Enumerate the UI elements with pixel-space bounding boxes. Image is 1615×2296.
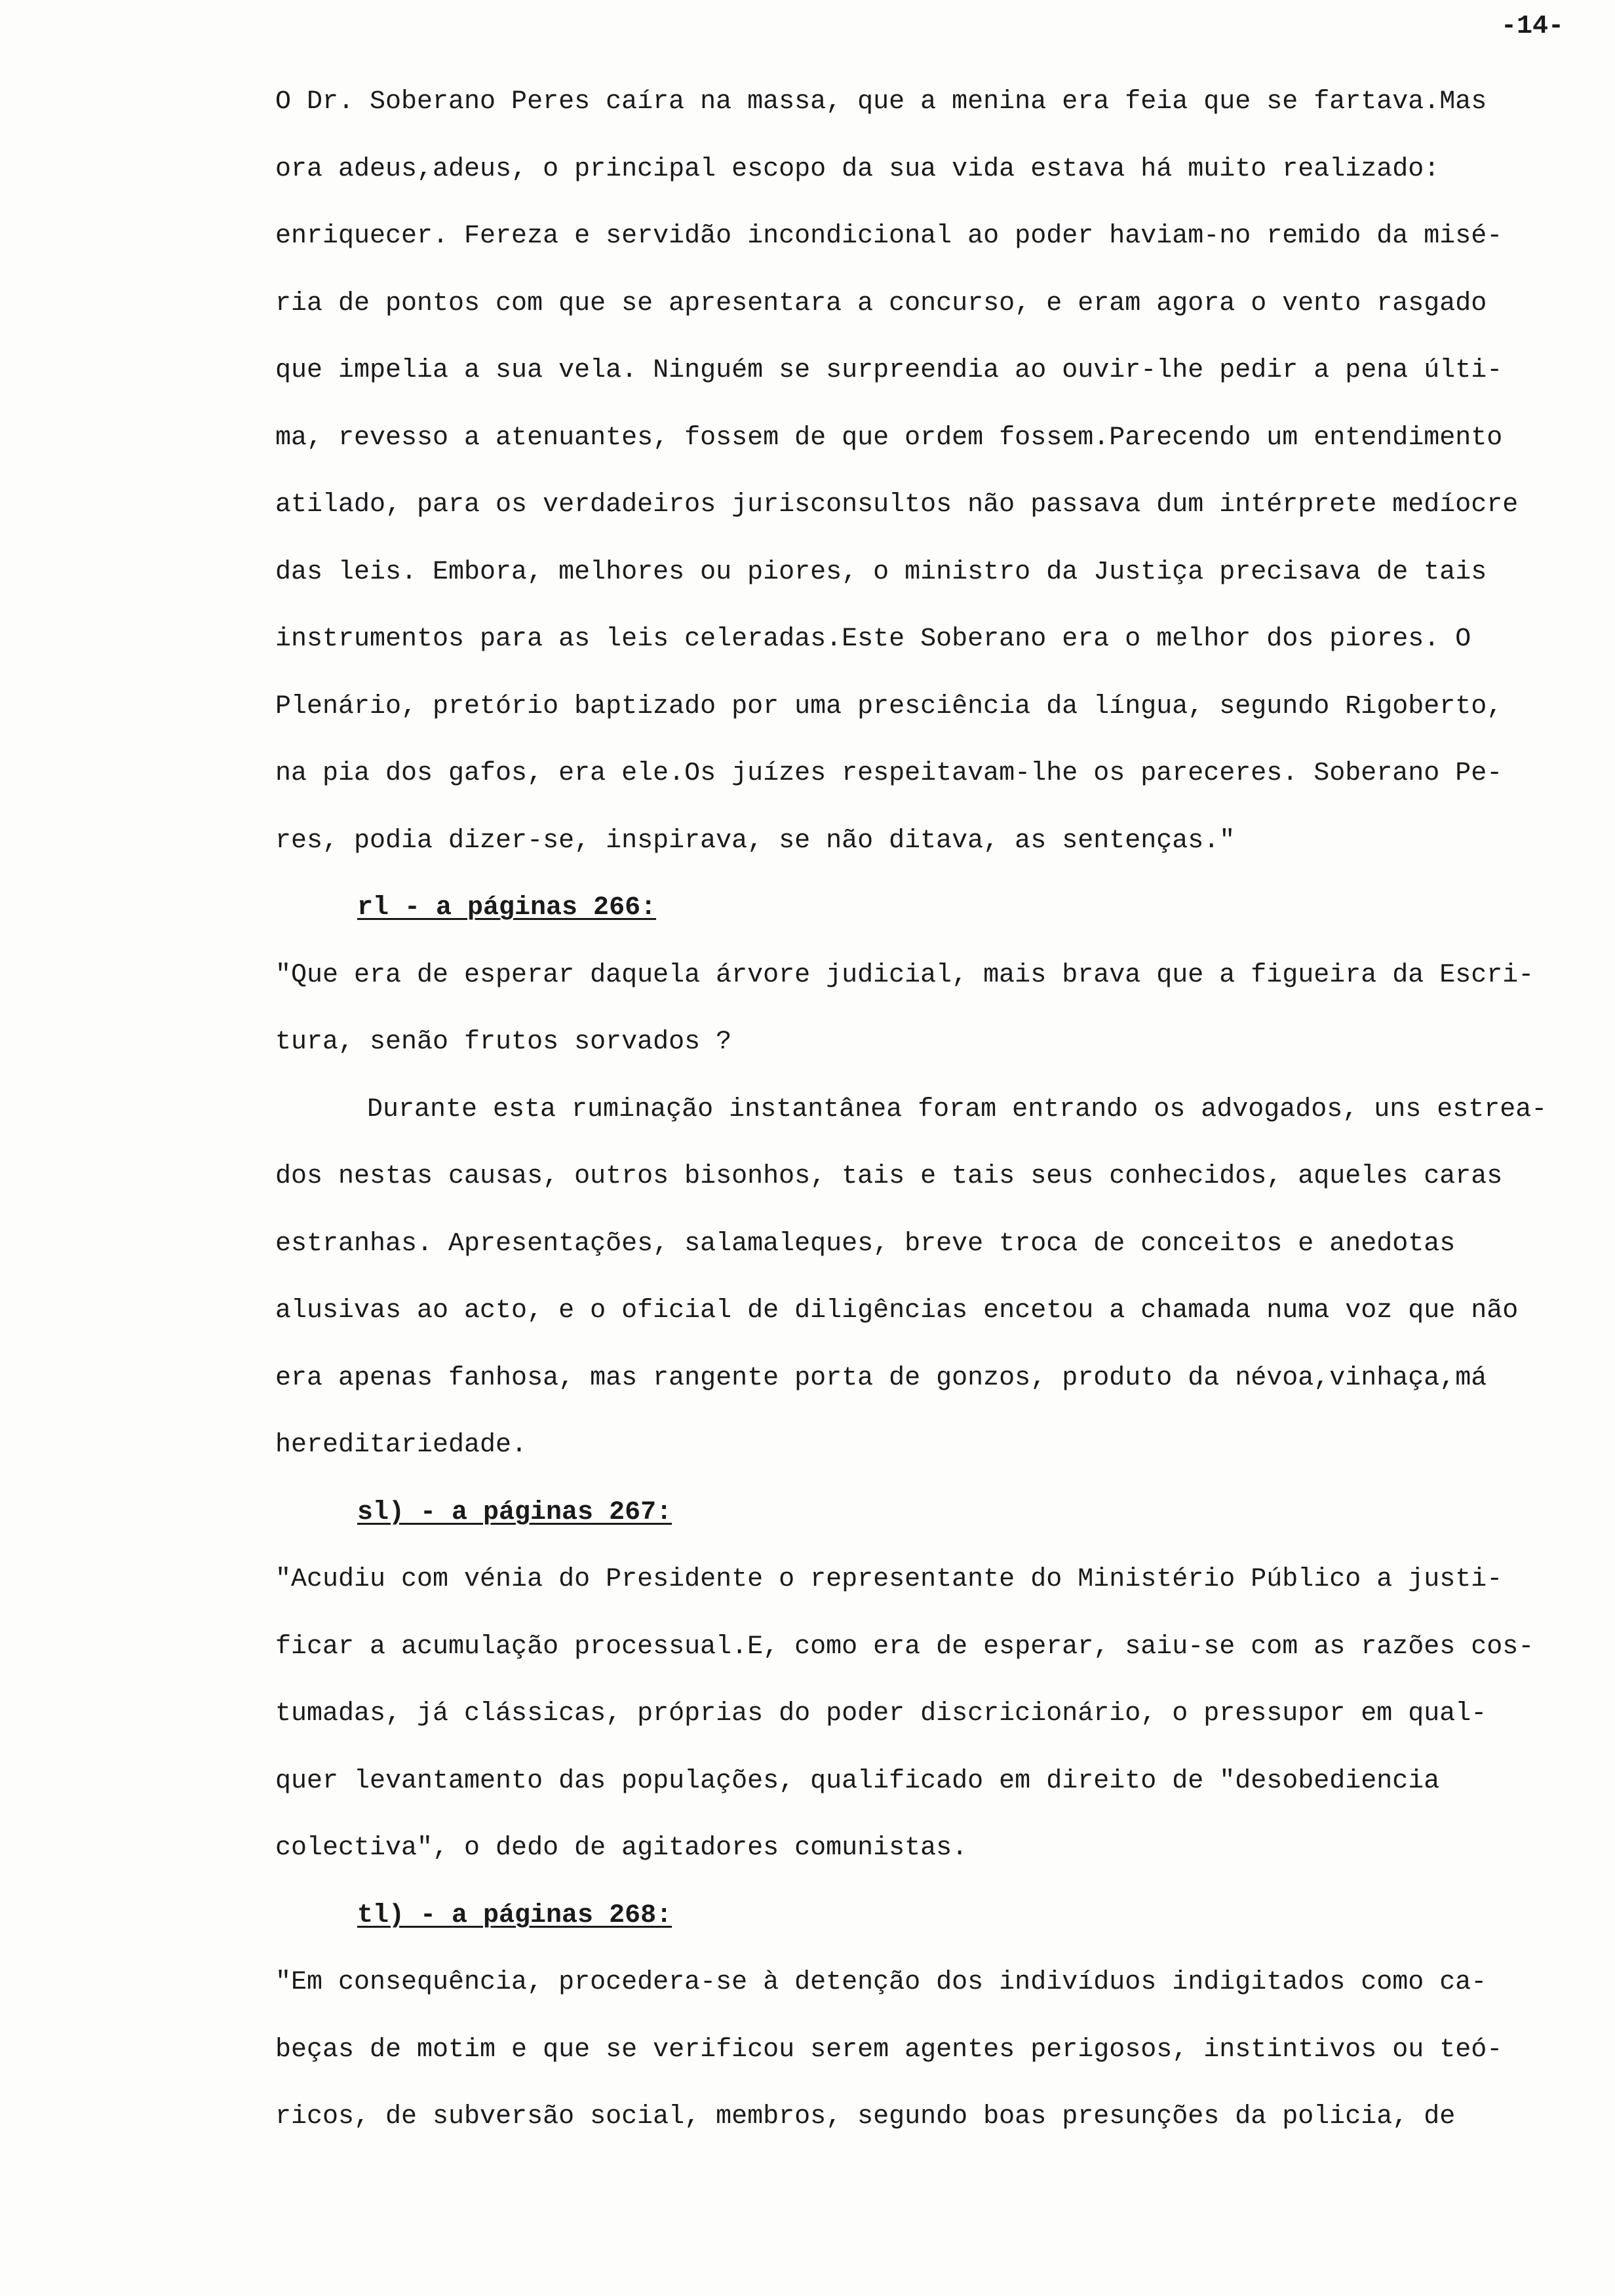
text-line: hereditariedade. xyxy=(275,1430,528,1460)
body-text xyxy=(275,69,1560,2151)
text-line: ficar a acumulação processual.E, como era de esperar, saiu-se com as razões cos- xyxy=(275,1632,1534,1662)
page-number: -14- xyxy=(1500,12,1564,41)
text-line: atilado, para os verdadeiros jurisconsultos não passava dum intérprete medíocre xyxy=(275,490,1519,520)
text-line: Plenário, pretório baptizado por uma presciência da língua, segundo Rigoberto, xyxy=(275,691,1503,721)
section-heading: sl) - a páginas 267: xyxy=(357,1497,672,1527)
text-line: "Em consequência, procedera-se à detenção dos indivíduos indigitados como ca- xyxy=(275,1968,1487,1997)
text-line: tura, senão frutos sorvados ? xyxy=(275,1027,732,1057)
text-line: ria de pontos com que se apresentara a concurso, e eram agora o vento rasgado xyxy=(275,288,1487,318)
text-line: instrumentos para as leis celeradas.Este Soberano era o melhor dos piores. O xyxy=(275,624,1471,654)
text-line: colectiva", o dedo de agitadores comunistas. xyxy=(275,1833,968,1863)
text-line: "Que era de esperar daquela árvore judicial, mais brava que a figueira da Escri- xyxy=(275,960,1534,990)
text-line: quer levantamento das populações, qualificado em direito de "desobediencia xyxy=(275,1766,1440,1796)
text-line: das leis. Embora, melhores ou piores, o ministro da Justiça precisava de tais xyxy=(275,557,1487,587)
text-line: alusivas ao acto, e o oficial de diligências encetou a chamada numa voz que não xyxy=(275,1296,1519,1326)
text-line: ricos, de subversão social, membros, segundo boas presunções da policia, de xyxy=(275,2102,1456,2132)
section-heading: rl - a páginas 266: xyxy=(357,893,657,923)
text-line: que impelia a sua vela. Ninguém se surpreendia ao ouvir-lhe pedir a pena últi- xyxy=(275,356,1503,385)
text-line: ora adeus,adeus, o principal escopo da sua vida estava há muito realizado: xyxy=(275,154,1440,184)
text-line: estranhas. Apresentações, salamaleques, breve troca de conceitos e anedotas xyxy=(275,1229,1456,1259)
text-line: "Acudiu com vénia do Presidente o representante do Ministério Público a justi- xyxy=(275,1565,1503,1594)
text-line: era apenas fanhosa, mas rangente porta de gonzos, produto da névoa,vinhaça,má xyxy=(275,1363,1487,1393)
text-line: Durante esta ruminação instantânea foram entrando os advogados, uns estrea- xyxy=(367,1094,1547,1124)
text-line: O Dr. Soberano Peres caíra na massa, que a menina era feia que se fartava.Mas xyxy=(275,87,1487,117)
text-line: dos nestas causas, outros bisonhos, tais e tais seus conhecidos, aqueles caras xyxy=(275,1162,1503,1191)
text-line: beças de motim e que se verificou serem agentes perigosos, instintivos ou teó- xyxy=(275,2035,1503,2065)
text-line: res, podia dizer-se, inspirava, se não ditava, as sentenças." xyxy=(275,826,1236,856)
text-line: na pia dos gafos, era ele.Os juízes respeitavam-lhe os pareceres. Soberano Pe- xyxy=(275,759,1503,788)
section-heading: tl) - a páginas 268: xyxy=(357,1900,672,1930)
text-line: tumadas, já clássicas, próprias do poder discricionário, o pressupor em qual- xyxy=(275,1699,1487,1729)
text-line: enriquecer. Fereza e servidão incondicional ao poder haviam-no remido da misé- xyxy=(275,221,1503,251)
text-line: ma, revesso a atenuantes, fossem de que ordem fossem.Parecendo um entendimento xyxy=(275,423,1503,453)
